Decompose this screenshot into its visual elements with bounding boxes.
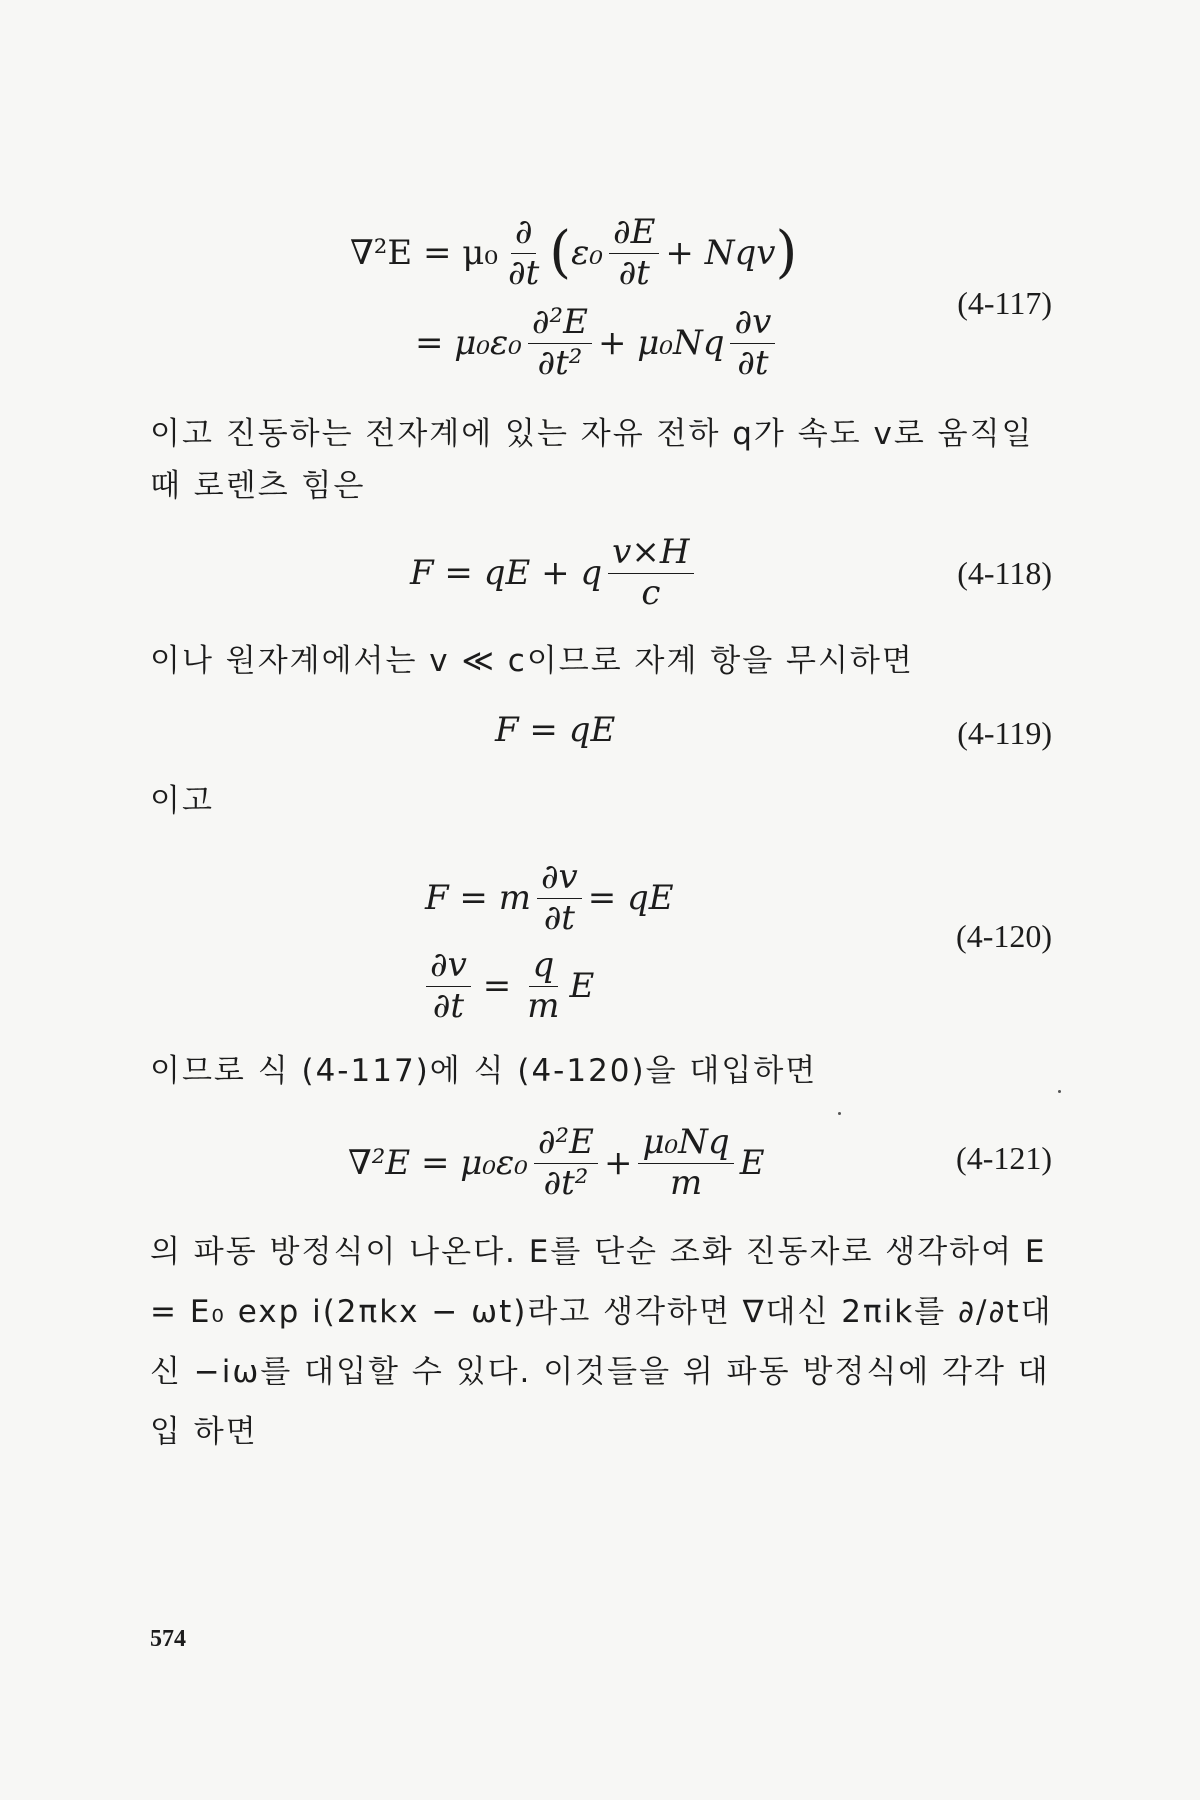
- dv-dt-fraction: $\frac{\partial v}{\partial t}$: [730, 305, 775, 381]
- q-m-fraction: $\frac{q}{m}$: [527, 945, 560, 1026]
- d2E-dt2-fraction: $\frac{\text{∂²E}}{\text{∂t²}}$: [528, 305, 592, 381]
- eq-120-number: (4-120): [956, 918, 1052, 954]
- eq-120-line1: F = m $\frac{\partial v}{\partial t}$ = qE: [425, 857, 674, 938]
- eq-117-lhs: ∇²E = μ₀: [350, 233, 499, 274]
- dv-dt-fraction-2: $\frac{\partial v}{\partial t}$: [537, 860, 582, 936]
- print-speck: [838, 1112, 841, 1115]
- print-speck: [1058, 1090, 1061, 1093]
- eq-117-number: (4-117): [957, 285, 1052, 321]
- eq-118-lhs: F = qE + q: [410, 553, 603, 594]
- eq-117-line2-prefix: = μ₀ε₀: [415, 323, 522, 364]
- vxH-c-fraction: $\frac{v\times H}{c}$: [608, 535, 693, 611]
- eq-118: [410, 532, 700, 613]
- paragraph-4: 이므로 식 (4-117)에 식 (4-120)을 대입하면: [150, 1053, 818, 1089]
- paragraph-5: 의 파동 방정식이 나온다. E를 단순 조화 진동자로 생각하여 E = E₀ exp i(2πkx − ωt)라고 생각하면 ∇대신 2πik를 ∂/∂t대신 −iω를 대입할 수 있다. 이것들을 위 파동 방정식에 각각 대입 하면: [150, 1234, 1053, 1450]
- paragraph-1: 이고 진동하는 전자계에 있는 자유 전하 q가 속도 v로 움직일 때 로렌츠 힘은: [150, 416, 1034, 504]
- paragraph-3: 이고: [150, 783, 214, 819]
- eq-118-number: (4-118): [957, 555, 1052, 591]
- mu0Nq-m-fraction: $\frac{\text{μ₀Nq}}{m}$: [638, 1125, 733, 1201]
- eq-121-number: (4-121): [956, 1140, 1052, 1176]
- eq-119: F = qE: [495, 710, 616, 750]
- eq-119-number: (4-119): [957, 715, 1052, 751]
- dv-dt-fraction-3: $\frac{\partial v}{\partial t}$: [426, 948, 471, 1024]
- eq-117-line1: [350, 212, 798, 293]
- left-paren: (: [549, 220, 572, 286]
- eq-120-line2: $\frac{\partial v}{\partial t}$ = $\frac{q}{m}$ E: [420, 948, 594, 1024]
- eq-117-line2-mid: + μ₀Nq: [597, 323, 725, 364]
- right-paren: ): [775, 220, 798, 286]
- page-number: 574: [150, 1626, 186, 1652]
- d-dt-fraction: $\frac{\partial}{\partial t}$: [508, 212, 540, 293]
- eq-117-line2: [415, 302, 781, 383]
- paragraph-2: 이나 원자계에서는 v ≪ c이므로 자계 항을 무시하면: [150, 643, 914, 679]
- eq-121: ∇²E = μ₀ε₀ $\frac{\text{∂²E}}{\text{∂t²}}$ + $\frac{\text{μ₀Nq}}{m}$ E: [348, 1122, 765, 1203]
- epsilon-0: ε₀: [571, 233, 604, 274]
- dE-dt-fraction: $\frac{\partial E}{\partial t}$: [609, 215, 659, 291]
- eq-117-term2: + Nqv: [665, 233, 776, 274]
- d2E-dt2-fraction-2: $\frac{\text{∂²E}}{\text{∂t²}}$: [534, 1125, 598, 1201]
